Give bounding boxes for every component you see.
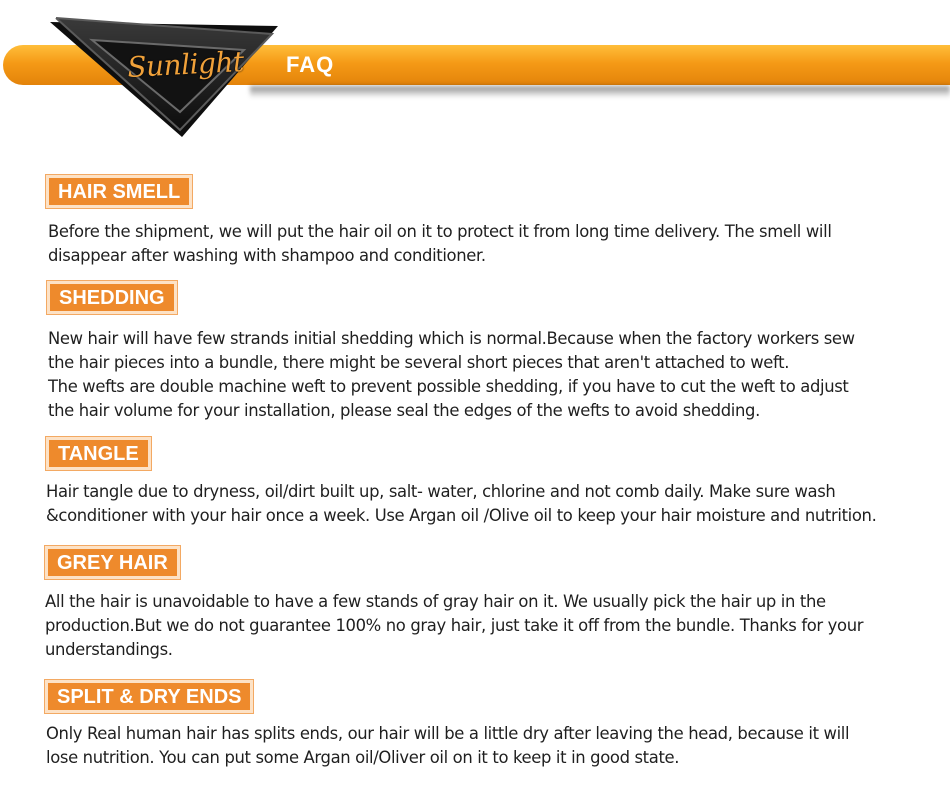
section-text: New hair will have few strands initial shedding which is normal.Because when the factory workers sew the hair pieces into a bundle, there might be several short pieces that aren't attached to weft. The wefts are double machine weft to prevent possible shedding, if you have to cut the weft to adjust the hair volume for your installation, please seal the edges of the wefts to avoid shedding.: [48, 329, 855, 420]
faq-banner: [0, 0, 950, 150]
section-heading: SHEDDING: [47, 281, 177, 314]
section-heading: GREY HAIR: [45, 546, 180, 579]
section-heading: SPLIT & DRY ENDS: [45, 680, 253, 713]
banner-shadow: [250, 86, 950, 98]
section-text: Before the shipment, we will put the hair oil on it to protect it from long time delivery. The smell will disappear after washing with shampoo and conditioner.: [48, 222, 832, 265]
brand-logo-text: Sunlight: [126, 44, 245, 85]
section-text: All the hair is unavoidable to have a few stands of gray hair on it. We usually pick the hair up in the production.But we do not guarantee 100% no gray hair, just take it off from the bundle. Thanks for your understandings.: [45, 592, 864, 659]
section-heading: HAIR SMELL: [46, 175, 192, 208]
section-text: Hair tangle due to dryness, oil/dirt built up, salt- water, chlorine and not comb daily. Make sure wash &conditioner with your hair once a week. Use Argan oil /Olive oil to keep your hair moisture and nutrition.: [46, 482, 877, 525]
page-title: FAQ: [286, 52, 335, 77]
section-text: Only Real human hair has splits ends, our hair will be a little dry after leaving the head, because it will lose nutrition. You can put some Argan oil/Oliver oil on it to keep it in good state.: [46, 724, 850, 767]
section-heading: TANGLE: [46, 437, 151, 470]
